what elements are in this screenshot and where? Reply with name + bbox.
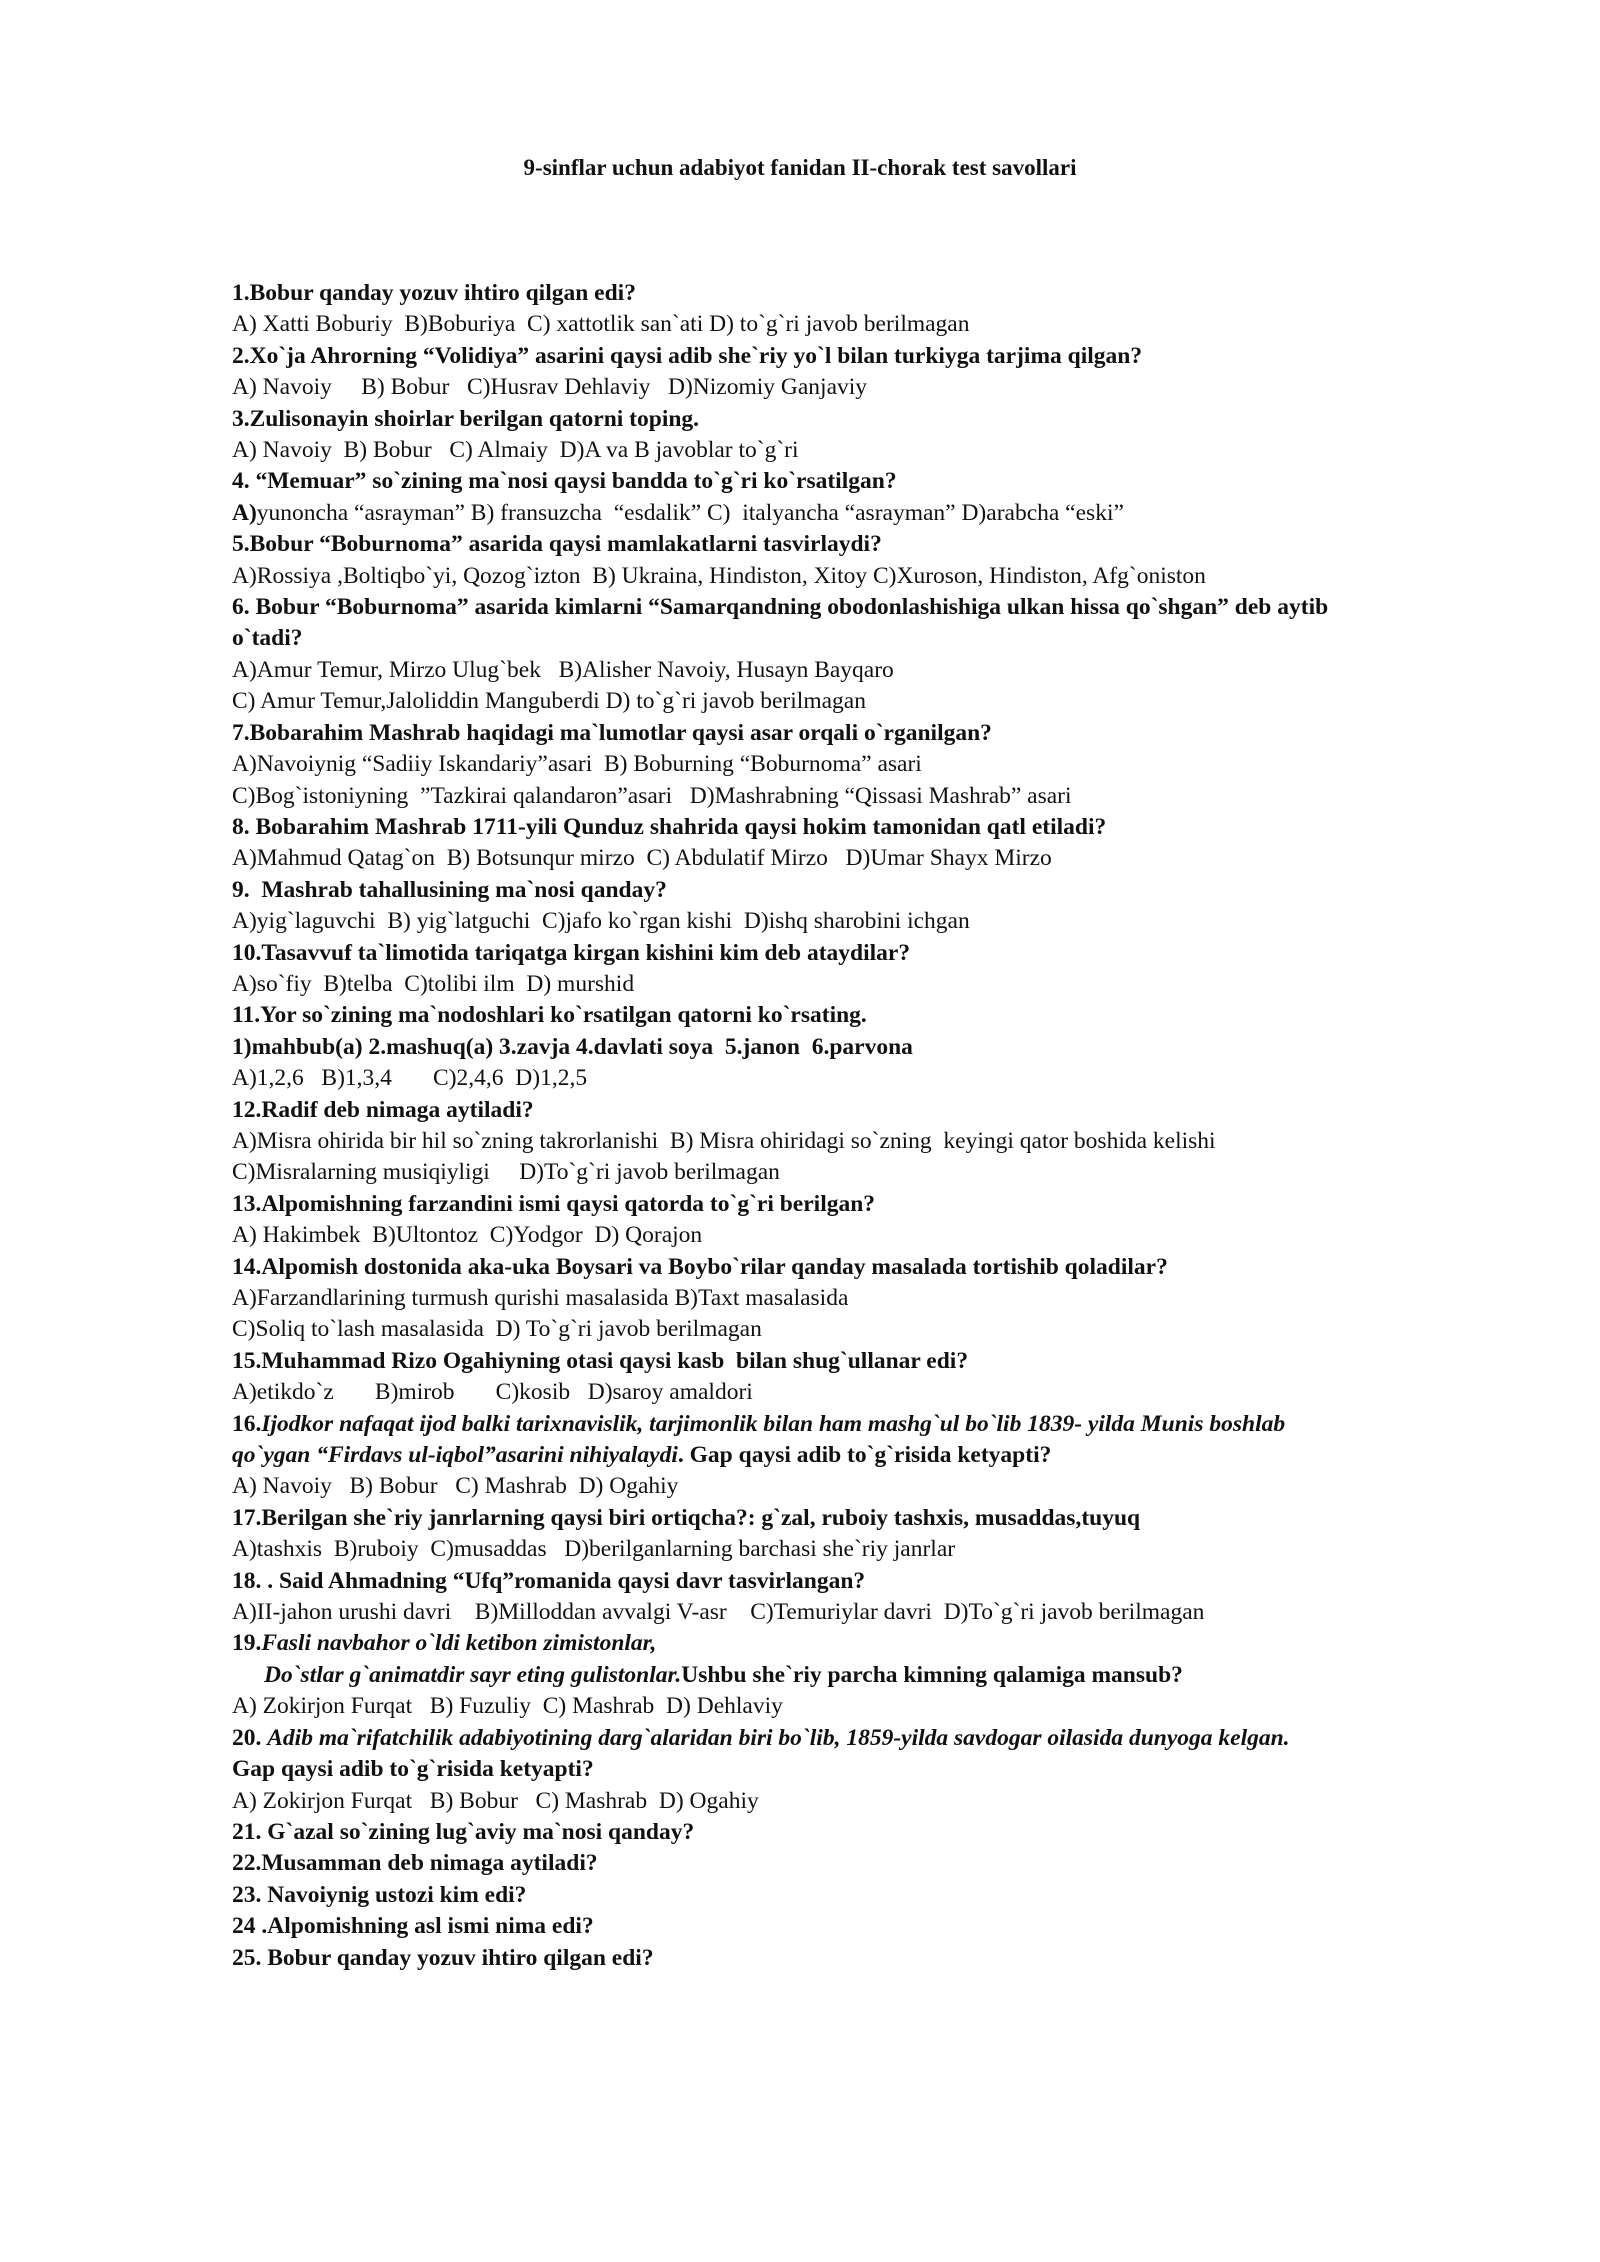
text-segment: 15.Muhammad Rizo Ogahiyning otasi qaysi kasb bilan shug`ullanar edi? — [232, 1347, 969, 1374]
text-segment: 5.Bobur “Boburnoma” asarida qaysi mamlakatlarni tasvirlaydi? — [232, 531, 882, 558]
question-text-line — [232, 812, 1532, 843]
text-segment: 8. Bobarahim Mashrab 1711-yili Qunduz shahrida qaysi hokim tamonidan qatl etiladi? — [232, 813, 1107, 840]
question-text-line — [232, 1095, 1532, 1126]
text-segment: A) Zokirjon Furqat B) Bobur C) Mashrab D) Ogahiy — [232, 1787, 759, 1814]
question-text-line — [232, 1000, 1532, 1031]
text-segment: yunoncha “asrayman” B) fransuzcha “esdalik” C) italyancha “asrayman” D)arabcha “eski” — [256, 499, 1124, 526]
answer-options-line — [232, 749, 1532, 780]
text-segment: 4. “Memuar” so`zining ma`nosi qaysi bandda to`g`ri ko`rsatilgan? — [232, 468, 897, 495]
text-segment: 19. — [232, 1630, 262, 1657]
question-text-line — [232, 1880, 1532, 1911]
question-text-line — [232, 1754, 1532, 1785]
question-text-line — [232, 938, 1532, 969]
text-segment: Adib ma`rifatchilik adabiyotining darg`alaridan biri bo`lib, 1859-yilda savdogar oilasida dunyoga kelgan. — [267, 1724, 1290, 1751]
text-segment: Ushbu she`riy parcha kimning qalamiga mansub? — [681, 1661, 1183, 1688]
question-text-line — [232, 1911, 1532, 1942]
text-segment: 25. Bobur qanday yozuv ihtiro qilgan edi? — [232, 1944, 654, 1971]
text-segment: 14.Alpomish dostonida aka-uka Boysari va Boybo`rilar qanday masalada tortishib qoladilar? — [232, 1253, 1168, 1280]
answer-options-line — [232, 655, 1532, 686]
text-segment: 23. Navoiynig ustozi kim edi? — [232, 1881, 527, 1908]
question-text-line — [232, 623, 1532, 654]
answer-options-line — [232, 1534, 1532, 1565]
question-text-line — [232, 1660, 1532, 1691]
question-text-line — [232, 1628, 1532, 1659]
question-text-line — [232, 718, 1532, 749]
text-segment: 16. — [232, 1410, 262, 1437]
question-text-line — [232, 875, 1532, 906]
text-segment: A) — [232, 499, 257, 526]
question-text-line — [232, 529, 1532, 560]
answer-options-line — [232, 372, 1532, 403]
question-text-line — [232, 1409, 1532, 1440]
text-segment: Gap qaysi adib to`g`risida ketyapti? — [232, 1756, 594, 1783]
question-text-line — [232, 1346, 1532, 1377]
text-segment: A) Navoiy B) Bobur C) Almaiy D)A va B javoblar to`g`ri — [232, 437, 799, 464]
answer-options-line — [232, 906, 1532, 937]
answer-options-line — [232, 309, 1532, 340]
question-text-line — [232, 1440, 1532, 1471]
text-segment: Ijodkor nafaqat ijod balki tarixnavislik, tarjimonlik bilan ham mashg`ul bo`lib 1839- yilda Munis boshlab — [261, 1410, 1286, 1437]
text-segment: A) Zokirjon Furqat B) Fuzuliy C) Mashrab D) Dehlaviy — [232, 1693, 783, 1720]
text-segment: 24 .Alpomishning asl ismi nima edi? — [232, 1913, 594, 1940]
text-segment: C)Soliq to`lash masalasida D) To`g`ri javob berilmagan — [232, 1316, 762, 1343]
question-text-line — [232, 1566, 1532, 1597]
text-segment: qo`ygan “Firdavs ul-iqbol”asarini nihiyalaydi — [232, 1442, 678, 1469]
answer-options-line — [232, 1597, 1532, 1628]
text-segment: o`tadi? — [232, 625, 303, 652]
question-text-line — [232, 1503, 1532, 1534]
answer-options-line — [232, 1314, 1532, 1345]
text-segment: A)yig`laguvchi B) yig`latguchi C)jafo ko`rgan kishi D)ishq sharobini ichgan — [232, 908, 970, 935]
text-segment: A) Navoiy B) Bobur C)Husrav Dehlaviy D)Nizomiy Ganjaviy — [232, 374, 868, 401]
answer-options-line — [232, 1063, 1532, 1094]
answer-options-line — [232, 435, 1532, 466]
answer-options-line — [232, 1283, 1532, 1314]
answer-options-line — [232, 1220, 1532, 1251]
text-segment: A) Navoiy B) Bobur C) Mashrab D) Ogahiy — [232, 1473, 679, 1500]
question-text-line — [232, 592, 1532, 623]
question-text-line — [232, 278, 1532, 309]
text-segment: 1)mahbub(a) 2.mashuq(a) 3.zavja 4.davlati soya 5.janon 6.parvona — [232, 1033, 913, 1060]
text-segment: Fasli navbahor o`ldi ketibon zimistonlar, — [261, 1630, 657, 1657]
question-text-line — [232, 1032, 1532, 1063]
text-segment: A) Hakimbek B)Ultontoz C)Yodgor D) Qorajon — [232, 1222, 703, 1249]
answer-options-line — [232, 1786, 1532, 1817]
text-segment: A)II-jahon urushi davri B)Milloddan avvalgi V-asr C)Temuriylar davri D)To`g`ri javob berilmagan — [232, 1599, 1205, 1626]
text-segment: A)Mahmud Qatag`on B) Botsunqur mirzo C) Abdulatif Mirzo D)Umar Shayx Mirzo — [232, 845, 1052, 872]
answer-options-line — [232, 561, 1532, 592]
text-segment: Do`stlar g`animatdir sayr eting gulistonlar. — [264, 1661, 682, 1688]
answer-options-line — [232, 1377, 1532, 1408]
text-segment: 11.Yor so`zining ma`nodoshlari ko`rsatilgan qatorni ko`rsating. — [232, 1002, 867, 1029]
answer-options-line — [232, 843, 1532, 874]
text-segment: 10.Tasavvuf ta`limotida tariqatga kirgan kishini kim deb ataydilar? — [232, 939, 911, 966]
answer-options-line — [232, 1471, 1532, 1502]
text-segment: . Gap qaysi adib to`g`risida ketyapti? — [677, 1442, 1052, 1469]
text-segment: C)Misralarning musiqiyligi D)To`g`ri javob berilmagan — [232, 1159, 780, 1186]
question-text-line — [232, 341, 1532, 372]
text-segment: 3.Zulisonayin shoirlar berilgan qatorni toping. — [232, 405, 700, 432]
text-segment: 6. Bobur “Boburnoma” asarida kimlarni “Samarqandning obodonlashishiga ulkan hissa qo`shgan” deb aytib — [232, 594, 1329, 621]
text-segment: 18. . Said Ahmadning “Ufq”romanida qaysi davr tasvirlangan? — [232, 1567, 866, 1594]
text-segment: 22.Musamman deb nimaga aytiladi? — [232, 1850, 598, 1877]
text-segment: A)tashxis B)ruboiy C)musaddas D)berilganlarning barchasi she`riy janrlar — [232, 1536, 956, 1563]
question-text-line — [232, 1252, 1532, 1283]
question-text-line — [232, 1723, 1532, 1754]
question-text-line — [232, 404, 1532, 435]
text-segment: C) Amur Temur,Jaloliddin Manguberdi D) to`g`ri javob berilmagan — [232, 688, 866, 715]
text-segment: 21. G`azal so`zining lug`aviy ma`nosi qanday? — [232, 1818, 695, 1845]
text-segment: 12.Radif deb nimaga aytiladi? — [232, 1096, 534, 1123]
question-text-line — [232, 1817, 1532, 1848]
text-segment: A)Navoiynig “Sadiiy Iskandariy”asari B) Boburning “Boburnoma” asari — [232, 751, 922, 778]
answer-options-line — [232, 781, 1532, 812]
answer-options-line — [232, 1691, 1532, 1722]
text-segment: A)1,2,6 B)1,3,4 C)2,4,6 D)1,2,5 — [232, 1065, 588, 1092]
text-segment: 13.Alpomishning farzandini ismi qaysi qatorda to`g`ri berilgan? — [232, 1190, 876, 1217]
text-segment: 1.Bobur qanday yozuv ihtiro qilgan edi? — [232, 280, 636, 306]
text-segment: A)Farzandlarining turmush qurishi masalasida B)Taxt masalasida — [232, 1285, 849, 1311]
text-segment: A) Xatti Boburiy B)Boburiya C) xattotlik san`ati D) to`g`ri javob berilmagan — [232, 311, 970, 338]
question-list — [232, 278, 1532, 1974]
text-segment: A)etikdo`z B)mirob C)kosib D)saroy amaldori — [232, 1379, 753, 1406]
text-segment: A)Misra ohirida bir hil so`zning takrorlanishi B) Misra ohiridagi so`zning keyingi qator boshida kelishi — [232, 1127, 1216, 1154]
text-segment: 9. Mashrab tahallusining ma`nosi qanday? — [232, 876, 667, 903]
document-title: 9-sinflar uchun adabiyot fanidan II-chorak test savollari — [523, 155, 1077, 180]
text-segment: C)Bog`istoniyning ”Tazkirai qalandaron”asari D)Mashrabning “Qissasi Mashrab” asari — [232, 782, 1072, 809]
text-segment: A)so`fiy B)telba C)tolibi ilm D) murshid — [232, 970, 635, 997]
answer-options-line — [232, 686, 1532, 717]
text-segment: 17.Berilgan she`riy janrlarning qaysi biri ortiqcha?: g`zal, ruboiy tashxis, musaddas,tuyuq — [232, 1504, 1141, 1531]
answer-options-line — [232, 1126, 1532, 1157]
question-text-line — [232, 1189, 1532, 1220]
text-segment: A)Rossiya ,Boltiqbo`yi, Qozog`izton B) Ukraina, Hindiston, Xitoy C)Xuroson, Hindiston, Afg`oniston — [232, 562, 1206, 589]
text-segment: 2.Xo`ja Ahrorning “Volidiya” asarini qaysi adib she`riy yo`l bilan turkiyga tarjima qilgan? — [232, 342, 1143, 369]
text-segment: 7.Bobarahim Mashrab haqidagi ma`lumotlar qaysi asar orqali o`rganilgan? — [232, 719, 992, 746]
question-text-line — [232, 1943, 1532, 1974]
question-text-line — [232, 1848, 1532, 1879]
text-segment: A)Amur Temur, Mirzo Ulug`bek B)Alisher Navoiy, Husayn Bayqaro — [232, 656, 894, 683]
answer-options-line — [232, 969, 1532, 1000]
text-segment: 20. — [232, 1724, 268, 1751]
answer-options-line — [232, 1157, 1532, 1188]
question-text-line — [232, 466, 1532, 497]
question-text-line — [232, 498, 1532, 529]
